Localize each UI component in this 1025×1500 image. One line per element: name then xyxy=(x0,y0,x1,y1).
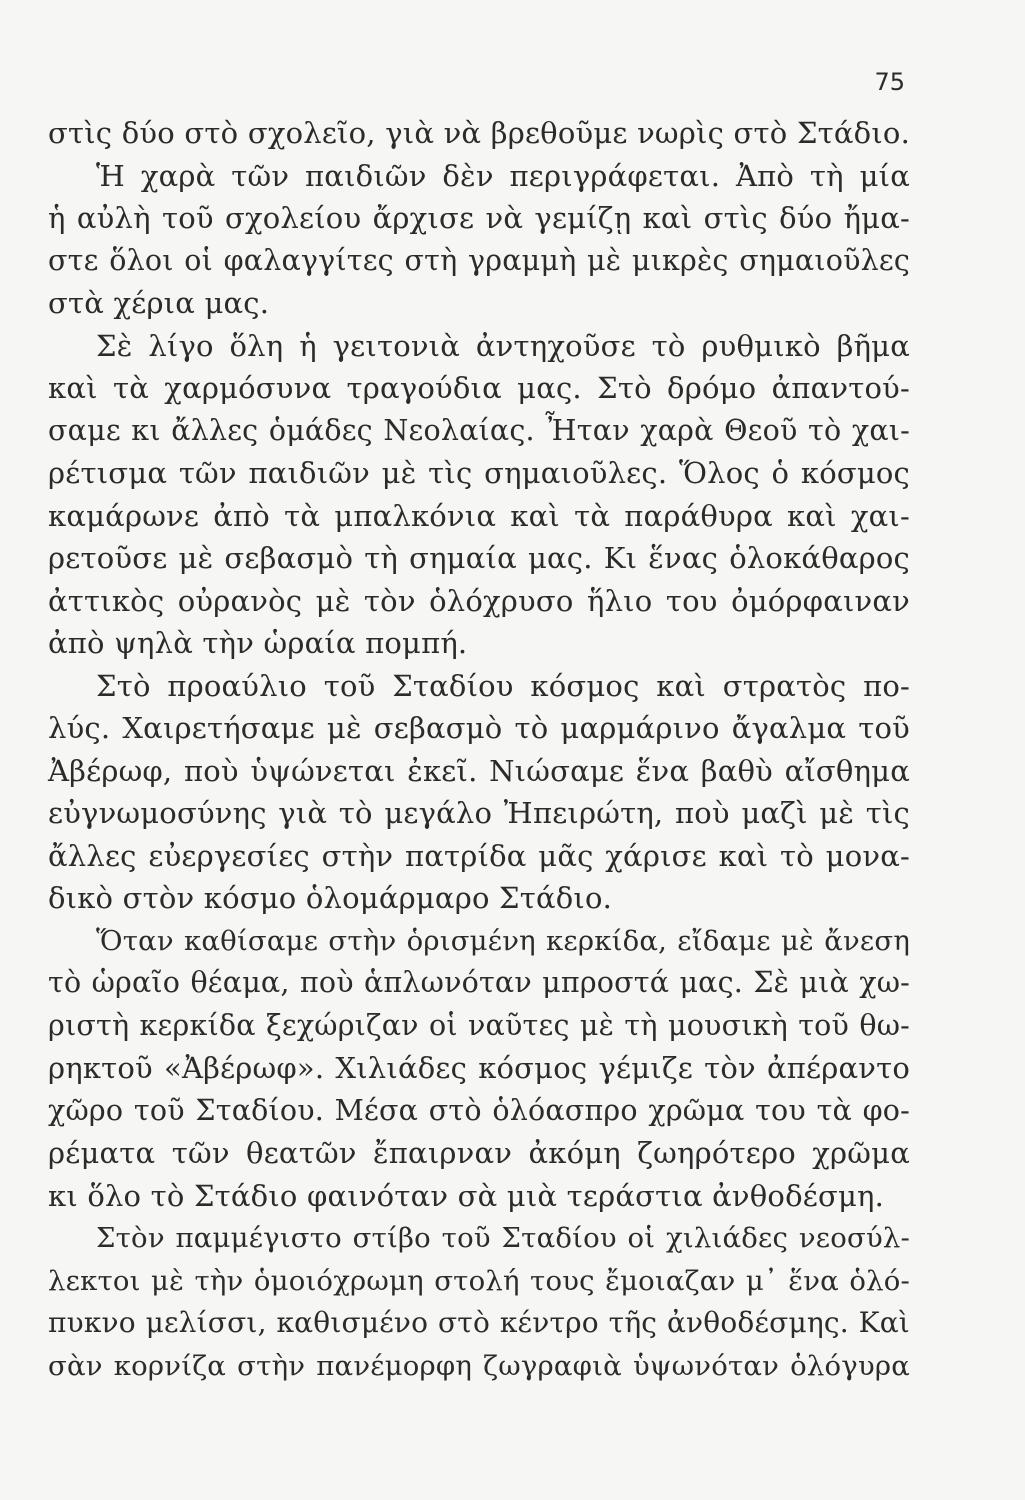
page-number: 75 xyxy=(874,68,905,96)
text-line: Ἀβέρωφ, ποὺ ὑψώνεται ἐκεῖ. Νιώσαμε ἕνα βαθὺ αἴσθημα xyxy=(48,753,910,788)
text-line: εὐγνωμοσύνης γιὰ τὸ μεγάλο Ἠπειρώτη, ποὺ μαζὶ μὲ τὶς xyxy=(48,796,910,830)
body-text xyxy=(48,112,910,1387)
text-line: σαμε κι ἄλλες ὁμάδες Νεολαίας. Ἦταν χαρὰ Θεοῦ τὸ χαι- xyxy=(48,413,910,447)
text-line: τὸ ὡραῖο θέαμα, ποὺ ἁπλωνόταν μπροστά μας. Σὲ μιὰ χω- xyxy=(48,966,910,999)
text-line: στε ὅλοι οἱ φαλαγγίτες στὴ γραμμὴ μὲ μικρὲς σημαιοῦλες xyxy=(48,243,910,277)
text-line: Σὲ λίγο ὅλη ἡ γειτονιὰ ἀντηχοῦσε τὸ ρυθμικὸ βῆμα xyxy=(96,328,910,363)
text-line: Ὅταν καθίσαμε στὴν ὁρισμένη κερκίδα, εἴδαμε μὲ ἄνεση xyxy=(96,924,910,957)
text-line: Ἡ χαρὰ τῶν παιδιῶν δὲν περιγράφεται. Ἀπὸ τὴ μία xyxy=(96,158,910,193)
text-line: ρέτισμα τῶν παιδιῶν μὲ τὶς σημαιοῦλες. Ὅλος ὁ κόσμος xyxy=(48,456,910,490)
text-line: ρετοῦσε μὲ σεβασμὸ τὴ σημαία μας. Κι ἕνας ὁλοκάθαρος xyxy=(48,541,910,575)
text-line: ρέματα τῶν θεατῶν ἔπαιρναν ἀκόμη ζωηρότερο χρῶμα xyxy=(48,1136,910,1170)
text-line: καμάρωνε ἀπὸ τὰ μπαλκόνια καὶ τὰ παράθυρα καὶ χαι- xyxy=(48,498,910,533)
text-line: λεκτοι μὲ τὴν ὁμοιόχρωμη στολή τους ἔμοιαζαν μ᾿ ἕνα ὁλό- xyxy=(48,1264,910,1297)
text-line: κι ὅλο τὸ Στάδιο φαινόταν σὰ μιὰ τεράστια ἀνθοδέσμη. xyxy=(48,1178,884,1213)
text-line: χῶρο τοῦ Σταδίου. Μέσα στὸ ὁλόασπρο χρῶμα του τὰ φο- xyxy=(48,1093,910,1127)
text-line: ἀττικὸς οὐρανὸς μὲ τὸν ὁλόχρυσο ἥλιο του ὀμόρφαιναν xyxy=(48,583,910,618)
text-line: λύς. Χαιρετήσαμε μὲ σεβασμὸ τὸ μαρμάρινο ἄγαλμα τοῦ xyxy=(48,711,910,745)
text-line: καὶ τὰ χαρμόσυνα τραγούδια μας. Στὸ δρόμο ἀπαντού- xyxy=(48,371,910,405)
text-line: ἀπὸ ψηλὰ τὴν ὡραία πομπή. xyxy=(48,626,468,660)
text-line: Στὸ προαύλιο τοῦ Σταδίου κόσμος καὶ στρατὸς πο- xyxy=(96,668,910,703)
text-line: στὰ χέρια μας. xyxy=(48,286,270,320)
text-line: ἄλλες εὐεργεσίες στὴν πατρίδα μᾶς χάρισε καὶ τὸ μονα- xyxy=(48,838,910,873)
text-line: ριστὴ κερκίδα ξεχώριζαν οἱ ναῦτες μὲ τὴ μουσικὴ τοῦ θω- xyxy=(48,1008,910,1042)
text-line: ρηκτοῦ «Ἀβέρωφ». Χιλιάδες κόσμος γέμιζε τὸν ἀπέραντο xyxy=(48,1051,910,1085)
text-line: πυκνο μελίσσι, καθισμένο στὸ κέντρο τῆς ἀνθοδέσμης. Καὶ xyxy=(48,1306,910,1339)
text-line: δικὸ στὸν κόσμο ὁλομάρμαρο Στάδιο. xyxy=(48,881,613,915)
text-line: στὶς δύο στὸ σχολεῖο, γιὰ νὰ βρεθοῦμε νωρὶς στὸ Στάδιο. xyxy=(48,116,910,150)
text-line: ἡ αὐλὴ τοῦ σχολείου ἄρχισε νὰ γεμίζῃ καὶ στὶς δύο ἤμα- xyxy=(48,201,910,235)
text-line: σὰν κορνίζα στὴν πανέμορφη ζωγραφιὰ ὑψωνόταν ὁλόγυρα xyxy=(48,1349,910,1382)
text-line: Στὸν παμμέγιστο στίβο τοῦ Σταδίου οἱ χιλιάδες νεοσύλ- xyxy=(96,1222,910,1254)
